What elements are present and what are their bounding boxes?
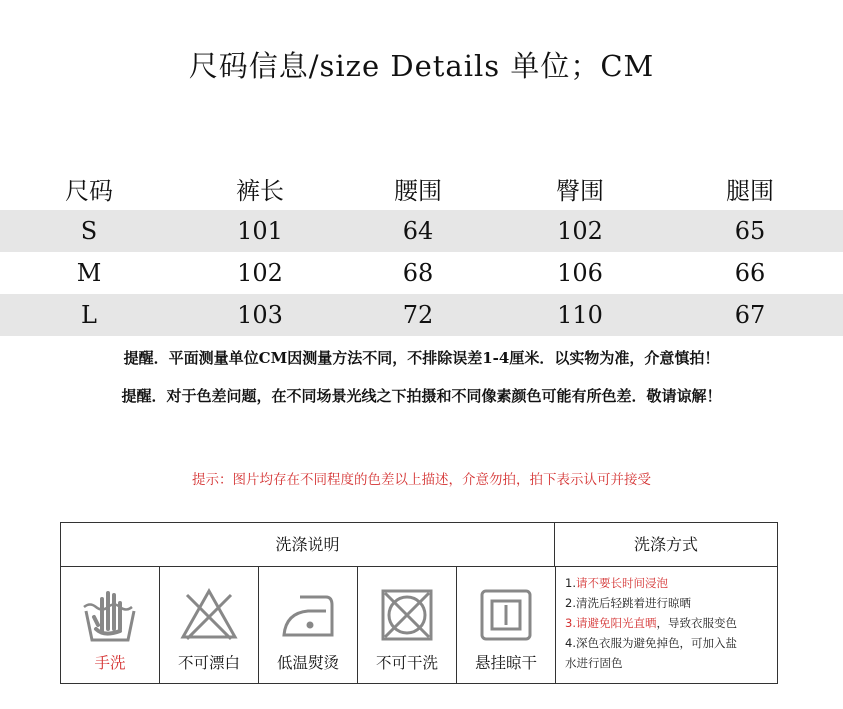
header-hip: 臀围 <box>556 177 604 205</box>
table-row <box>0 294 843 336</box>
table-cell: 103 <box>237 301 283 329</box>
method-text: ，导致衣服变色 <box>656 616 737 630</box>
care-item-low-iron <box>259 567 358 683</box>
table-cell: 64 <box>402 217 434 245</box>
size-table <box>0 168 843 336</box>
wash-methods <box>555 567 777 683</box>
care-label: 不可干洗 <box>375 654 438 672</box>
page-title: 尺码信息/size Details 单位；CM <box>188 49 655 83</box>
table-cell: L <box>81 301 97 329</box>
care-label: 手洗 <box>94 654 126 672</box>
wash-method-header: 洗涤方式 <box>555 523 777 567</box>
wash-method-1 <box>565 573 777 593</box>
table-cell: 110 <box>557 301 603 329</box>
table-cell: 66 <box>734 259 766 287</box>
care-item-no-dry-clean <box>358 567 457 683</box>
size-table-header <box>0 168 843 210</box>
method-text-highlight: 3.请避免阳光直晒 <box>565 616 657 630</box>
care-label: 悬挂晾干 <box>474 654 537 672</box>
header-thigh: 腿围 <box>726 177 774 205</box>
hand-wash-icon <box>80 585 140 645</box>
header-length: 裤长 <box>236 177 284 205</box>
table-cell: 102 <box>557 217 603 245</box>
header-size: 尺码 <box>65 177 113 205</box>
table-cell: S <box>80 217 98 245</box>
wash-method-2: 2.清洗后轻跳着进行晾晒 <box>565 596 691 610</box>
wash-method-4: 4.深色衣服为避免掉色，可加入盐 <box>565 636 737 650</box>
hang-dry-icon <box>476 585 536 645</box>
note-measurement: 提醒．平面测量单位CM因测量方法不同，不排除误差1-4厘米．以实物为准，介意慎拍！ <box>123 349 720 367</box>
table-row <box>0 252 843 294</box>
table-cell: 72 <box>402 301 434 329</box>
no-bleach-icon <box>179 585 239 645</box>
color-disclaimer: 提示：图片均存在不同程度的色差以上描述，介意勿拍，拍下表示认可并接受 <box>192 472 651 488</box>
care-item-hand-wash <box>61 567 160 683</box>
header-waist: 腰围 <box>394 177 442 205</box>
table-cell: 106 <box>557 259 603 287</box>
table-cell: 102 <box>237 259 283 287</box>
note-color: 提醒．对于色差问题，在不同场景光线之下拍摄和不同像素颜色可能有所色差．敬请谅解！ <box>121 387 722 405</box>
wash-method-3 <box>565 613 777 633</box>
low-iron-icon <box>278 585 338 645</box>
care-item-no-bleach <box>160 567 259 683</box>
care-item-hang-dry <box>457 567 556 683</box>
table-cell: 68 <box>402 259 434 287</box>
method-text-highlight: 不要长时间浸泡 <box>587 576 668 590</box>
table-cell: 67 <box>734 301 766 329</box>
method-number: 1. <box>565 576 576 590</box>
notes <box>0 345 843 421</box>
table-cell: M <box>76 259 102 287</box>
table-cell: 65 <box>734 217 766 245</box>
table-cell: 101 <box>237 217 283 245</box>
care-label: 不可漂白 <box>177 654 240 672</box>
care-instructions-header: 洗涤说明 <box>61 523 555 567</box>
care-table <box>60 522 778 684</box>
no-dry-clean-icon <box>377 585 437 645</box>
table-row <box>0 210 843 252</box>
method-text: 请 <box>575 576 588 590</box>
care-label: 低温熨烫 <box>276 654 339 672</box>
wash-method-4-cont: 水进行固色 <box>565 656 623 670</box>
